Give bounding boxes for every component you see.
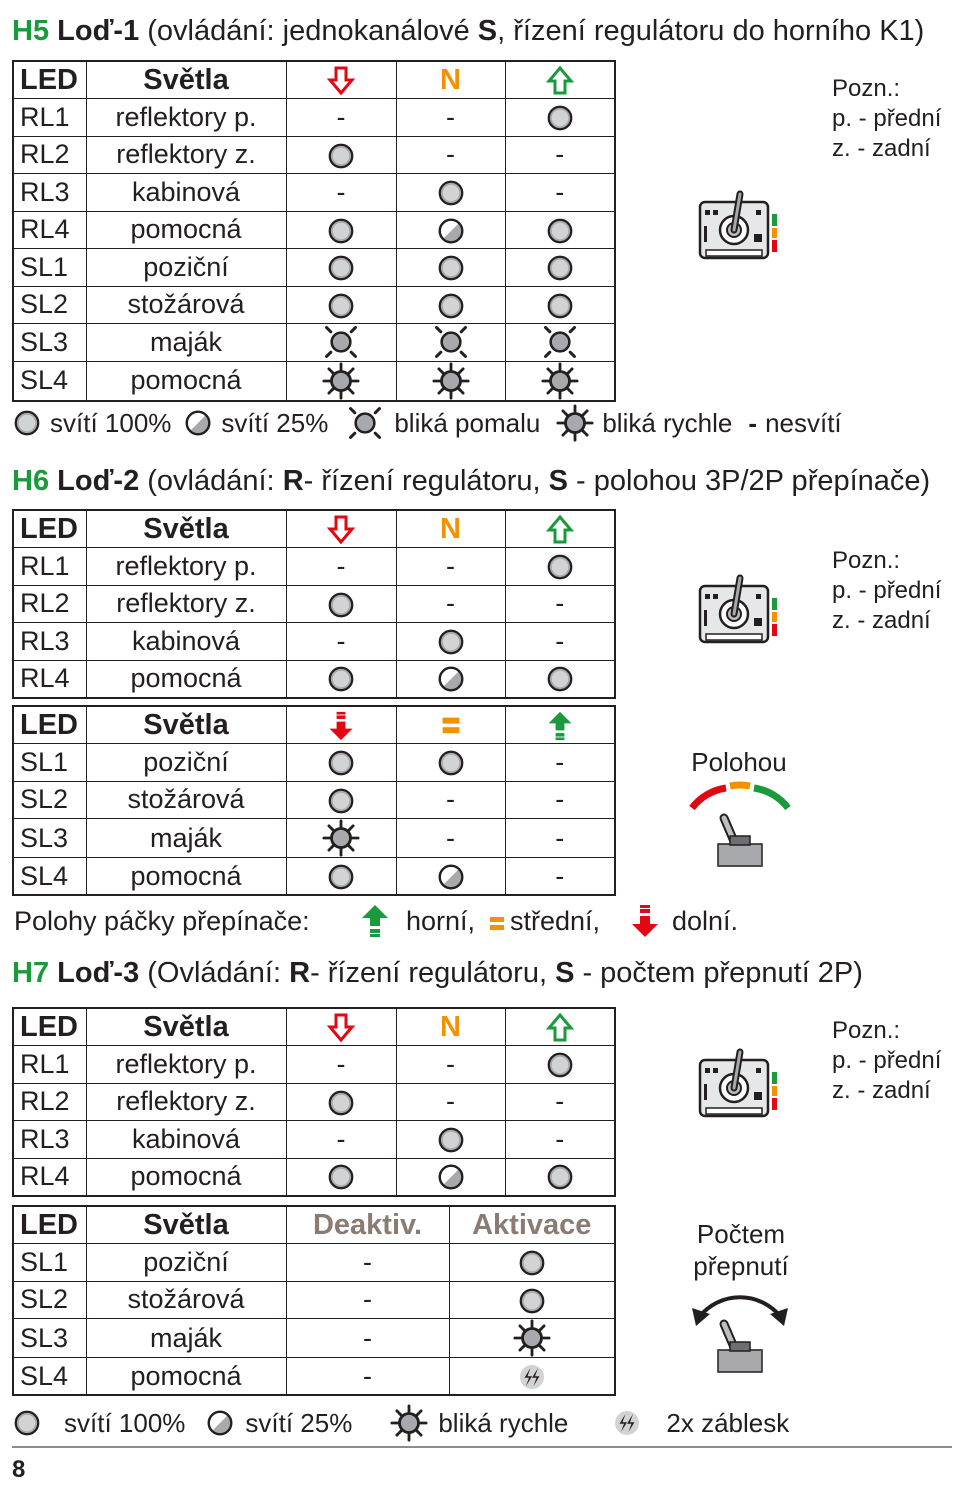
lever-mid-icon bbox=[396, 706, 505, 744]
light-name: reflektory z. bbox=[86, 1083, 286, 1121]
full-led-icon bbox=[286, 136, 396, 174]
h5-name: Loď-1 bbox=[57, 15, 140, 47]
light-name: poziční bbox=[86, 744, 286, 782]
table-row bbox=[13, 1158, 615, 1196]
header-cell: N bbox=[396, 61, 505, 99]
header-cell: N bbox=[396, 510, 505, 548]
full-led-icon bbox=[396, 174, 505, 212]
state-off: - bbox=[286, 1046, 396, 1084]
h7-caption-line1: Počtem bbox=[696, 1219, 786, 1249]
arrow-up-icon bbox=[505, 1008, 615, 1046]
fast-blink-icon bbox=[556, 404, 594, 442]
state-off: - bbox=[505, 1083, 615, 1121]
state-off: - bbox=[286, 99, 396, 137]
arrow-down-icon bbox=[286, 510, 396, 548]
h5-title-bold: S bbox=[477, 15, 498, 47]
table-row bbox=[13, 548, 615, 586]
light-name: reflektory p. bbox=[86, 99, 286, 137]
double-flash-icon bbox=[449, 1358, 615, 1396]
state-off: - bbox=[505, 623, 615, 661]
state-off: - bbox=[286, 1319, 449, 1358]
light-name: poziční bbox=[86, 1244, 286, 1282]
h6-code: H6 bbox=[12, 465, 50, 497]
full-led-icon bbox=[286, 211, 396, 249]
led-id: RL1 bbox=[13, 99, 86, 137]
full-led-icon bbox=[286, 660, 396, 698]
led-id: SL3 bbox=[13, 1319, 86, 1358]
h6-toggle-switch-icon bbox=[686, 780, 794, 877]
h6-pos-down: dolní. bbox=[672, 906, 739, 936]
light-name: poziční bbox=[86, 249, 286, 287]
table-row bbox=[13, 1281, 615, 1319]
h6-switch-caption: Polohou bbox=[691, 747, 787, 777]
h6-controller-icon bbox=[696, 572, 782, 659]
led-id: SL3 bbox=[13, 819, 86, 858]
h7-legend bbox=[12, 1404, 789, 1442]
footer-rule bbox=[12, 1446, 952, 1448]
h7-table-2 bbox=[12, 1205, 616, 1396]
double-flash-icon bbox=[612, 1408, 642, 1438]
state-off: - bbox=[505, 744, 615, 782]
h6-title-bold2: S bbox=[548, 465, 568, 497]
h6-title-rest: - polohou 3P/2P přepínače) bbox=[567, 465, 931, 497]
slow-blink-icon bbox=[286, 324, 396, 362]
led-id: RL4 bbox=[13, 1158, 86, 1196]
table-header-row bbox=[13, 510, 615, 548]
fast-blink-icon bbox=[449, 1319, 615, 1358]
led-id: SL1 bbox=[13, 249, 86, 287]
state-off: - bbox=[396, 136, 505, 174]
table-row bbox=[13, 744, 615, 782]
table-row bbox=[13, 623, 615, 661]
arrow-up-icon bbox=[505, 61, 615, 99]
h6-pos-up: horní, bbox=[406, 906, 476, 936]
h7-note bbox=[832, 1016, 941, 1106]
state-off: - bbox=[286, 548, 396, 586]
led-id: SL3 bbox=[13, 324, 86, 362]
table-row bbox=[13, 286, 615, 324]
state-off: - bbox=[286, 1281, 449, 1319]
h5-code: H5 bbox=[12, 15, 50, 47]
h7-title-bold: R bbox=[289, 957, 311, 989]
table-row bbox=[13, 324, 615, 362]
table-row bbox=[13, 660, 615, 698]
legend-dash: - bbox=[748, 407, 758, 438]
state-off: - bbox=[286, 174, 396, 212]
full-led-icon bbox=[505, 1046, 615, 1084]
table-row bbox=[13, 585, 615, 623]
led-id: RL2 bbox=[13, 585, 86, 623]
light-name: pomocná bbox=[86, 211, 286, 249]
light-name: stožárová bbox=[86, 1281, 286, 1319]
slow-blink-icon bbox=[505, 324, 615, 362]
table-row bbox=[13, 1083, 615, 1121]
light-name: kabinová bbox=[86, 174, 286, 212]
h6-name: Loď-2 bbox=[57, 465, 140, 497]
h7-title-part: (Ovládání: bbox=[139, 957, 290, 989]
note-line-front: p. - přední bbox=[832, 1047, 942, 1074]
h6-pos-mid: střední, bbox=[510, 906, 601, 936]
table-row bbox=[13, 1319, 615, 1358]
slow-blink-icon bbox=[348, 406, 382, 440]
full-led-icon bbox=[12, 408, 42, 438]
h7-toggle-switch-icon bbox=[686, 1286, 794, 1383]
led-id: RL2 bbox=[13, 136, 86, 174]
h6-table-1 bbox=[12, 509, 616, 699]
state-off: - bbox=[505, 174, 615, 212]
full-led-icon bbox=[396, 623, 505, 661]
lever-mid-icon bbox=[488, 914, 506, 939]
header-cell: LED bbox=[13, 1206, 86, 1244]
state-off: - bbox=[505, 585, 615, 623]
table-row bbox=[13, 99, 615, 137]
legend-fast: bliká rychle bbox=[438, 1407, 569, 1438]
fast-blink-icon bbox=[286, 819, 396, 858]
legend-off: nesvítí bbox=[765, 407, 842, 438]
legend-fast: bliká rychle bbox=[602, 407, 733, 438]
lever-down-icon bbox=[286, 706, 396, 744]
light-name: pomocná bbox=[86, 361, 286, 401]
lever-up-icon bbox=[505, 706, 615, 744]
h7-code: H7 bbox=[12, 957, 50, 989]
table-row bbox=[13, 174, 615, 212]
legend-full: svítí 100% bbox=[50, 407, 172, 438]
state-off: - bbox=[286, 623, 396, 661]
slow-blink-icon bbox=[396, 324, 505, 362]
state-off: - bbox=[286, 1121, 396, 1159]
full-led-icon bbox=[12, 1408, 42, 1438]
light-name: kabinová bbox=[86, 623, 286, 661]
light-name: reflektory p. bbox=[86, 548, 286, 586]
header-cell: Světla bbox=[86, 706, 286, 744]
state-off: - bbox=[505, 819, 615, 858]
full-led-icon bbox=[505, 548, 615, 586]
h7-title-rest: - počtem přepnutí 2P) bbox=[574, 957, 863, 989]
state-off: - bbox=[396, 819, 505, 858]
note-title: Pozn.: bbox=[832, 1017, 901, 1044]
header-cell: N bbox=[396, 1008, 505, 1046]
h6-positions-label: Polohy páčky přepínače: bbox=[14, 906, 310, 936]
led-id: RL1 bbox=[13, 548, 86, 586]
h7-title bbox=[12, 956, 863, 990]
arrow-down-icon bbox=[286, 1008, 396, 1046]
header-cell: LED bbox=[13, 61, 86, 99]
table-row bbox=[13, 1121, 615, 1159]
led-id: SL1 bbox=[13, 744, 86, 782]
full-led-icon bbox=[505, 1158, 615, 1196]
h5-title bbox=[12, 14, 924, 48]
light-name: stožárová bbox=[86, 781, 286, 819]
table-row bbox=[13, 1046, 615, 1084]
legend-double: 2x záblesk bbox=[666, 1407, 790, 1438]
light-name: pomocná bbox=[86, 1358, 286, 1396]
quarter-led-icon bbox=[396, 660, 505, 698]
state-off: - bbox=[396, 548, 505, 586]
state-off: - bbox=[505, 136, 615, 174]
table-header-row bbox=[13, 1008, 615, 1046]
note-line-rear: z. - zadní bbox=[832, 607, 931, 634]
full-led-icon bbox=[396, 1121, 505, 1159]
light-name: stožárová bbox=[86, 286, 286, 324]
fast-blink-icon bbox=[396, 361, 505, 401]
h6-title-bold: R bbox=[282, 465, 304, 497]
h6-title bbox=[12, 464, 930, 498]
h5-legend bbox=[12, 404, 842, 442]
note-title: Pozn.: bbox=[832, 75, 901, 102]
light-name: kabinová bbox=[86, 1121, 286, 1159]
state-off: - bbox=[396, 1083, 505, 1121]
state-off: - bbox=[505, 858, 615, 896]
light-name: pomocná bbox=[86, 660, 286, 698]
full-led-icon bbox=[286, 744, 396, 782]
full-led-icon bbox=[505, 286, 615, 324]
full-led-icon bbox=[286, 781, 396, 819]
arrow-up-icon bbox=[505, 510, 615, 548]
header-cell: Světla bbox=[86, 61, 286, 99]
quarter-led-icon bbox=[205, 1408, 235, 1438]
legend-full: svítí 100% bbox=[64, 1407, 186, 1438]
led-id: RL3 bbox=[13, 1121, 86, 1159]
table-header-row bbox=[13, 706, 615, 744]
legend-quarter: svítí 25% bbox=[221, 407, 329, 438]
h6-title-part: (ovládání: bbox=[139, 465, 283, 497]
state-off: - bbox=[286, 1244, 449, 1282]
h7-controller-icon bbox=[696, 1046, 782, 1133]
h7-switch-caption bbox=[672, 1218, 810, 1282]
table-row bbox=[13, 819, 615, 858]
led-id: SL2 bbox=[13, 781, 86, 819]
full-led-icon bbox=[449, 1281, 615, 1319]
h5-note bbox=[832, 74, 941, 164]
h7-table-1 bbox=[12, 1007, 616, 1197]
quarter-led-icon bbox=[396, 211, 505, 249]
led-id: SL1 bbox=[13, 1244, 86, 1282]
led-id: SL2 bbox=[13, 286, 86, 324]
h7-name: Loď-3 bbox=[57, 957, 140, 989]
state-off: - bbox=[286, 1358, 449, 1396]
full-led-icon bbox=[286, 249, 396, 287]
state-off: - bbox=[396, 781, 505, 819]
led-id: SL2 bbox=[13, 1281, 86, 1319]
full-led-icon bbox=[505, 249, 615, 287]
full-led-icon bbox=[286, 1158, 396, 1196]
full-led-icon bbox=[396, 249, 505, 287]
light-name: pomocná bbox=[86, 1158, 286, 1196]
note-title: Pozn.: bbox=[832, 547, 901, 574]
header-cell: Aktivace bbox=[449, 1206, 615, 1244]
fast-blink-icon bbox=[505, 361, 615, 401]
led-id: RL4 bbox=[13, 211, 86, 249]
header-cell: Světla bbox=[86, 510, 286, 548]
table-header-row bbox=[13, 1206, 615, 1244]
h5-table bbox=[12, 60, 616, 402]
full-led-icon bbox=[505, 660, 615, 698]
light-name: maják bbox=[86, 1319, 286, 1358]
state-off: - bbox=[396, 99, 505, 137]
h5-controller-icon bbox=[696, 188, 782, 275]
quarter-led-icon bbox=[183, 408, 213, 438]
note-line-front: p. - přední bbox=[832, 577, 942, 604]
lever-down-icon bbox=[630, 904, 660, 943]
fast-blink-icon bbox=[286, 361, 396, 401]
header-cell: Světla bbox=[86, 1008, 286, 1046]
header-cell: LED bbox=[13, 1008, 86, 1046]
h5-title-part: (ovládání: jednokanálové bbox=[139, 15, 478, 47]
fast-blink-icon bbox=[390, 1404, 428, 1442]
legend-quarter: svítí 25% bbox=[245, 1407, 353, 1438]
table-header-row bbox=[13, 61, 615, 99]
header-cell: Deaktiv. bbox=[286, 1206, 449, 1244]
table-row bbox=[13, 1358, 615, 1396]
state-off: - bbox=[505, 781, 615, 819]
light-name: maják bbox=[86, 324, 286, 362]
header-cell: LED bbox=[13, 706, 86, 744]
table-row bbox=[13, 1244, 615, 1282]
full-led-icon bbox=[286, 1083, 396, 1121]
legend-slow: bliká pomalu bbox=[394, 407, 541, 438]
full-led-icon bbox=[286, 286, 396, 324]
note-line-front: p. - přední bbox=[832, 105, 942, 132]
quarter-led-icon bbox=[396, 858, 505, 896]
light-name: reflektory z. bbox=[86, 136, 286, 174]
full-led-icon bbox=[449, 1244, 615, 1282]
table-row bbox=[13, 361, 615, 401]
note-line-rear: z. - zadní bbox=[832, 1077, 931, 1104]
light-name: pomocná bbox=[86, 858, 286, 896]
led-id: RL3 bbox=[13, 623, 86, 661]
full-led-icon bbox=[396, 286, 505, 324]
state-off: - bbox=[505, 1121, 615, 1159]
full-led-icon bbox=[396, 744, 505, 782]
table-row bbox=[13, 136, 615, 174]
state-off: - bbox=[396, 1046, 505, 1084]
lever-up-icon bbox=[360, 904, 390, 943]
led-id: RL3 bbox=[13, 174, 86, 212]
led-id: SL4 bbox=[13, 361, 86, 401]
header-cell: Světla bbox=[86, 1206, 286, 1244]
table-row bbox=[13, 211, 615, 249]
h7-caption-line2: přepnutí bbox=[693, 1251, 789, 1281]
table-row bbox=[13, 858, 615, 896]
full-led-icon bbox=[505, 211, 615, 249]
light-name: reflektory p. bbox=[86, 1046, 286, 1084]
page-number: 8 bbox=[12, 1456, 26, 1483]
full-led-icon bbox=[505, 99, 615, 137]
light-name: maják bbox=[86, 819, 286, 858]
led-id: SL4 bbox=[13, 1358, 86, 1396]
note-line-rear: z. - zadní bbox=[832, 135, 931, 162]
table-row bbox=[13, 781, 615, 819]
full-led-icon bbox=[286, 858, 396, 896]
h5-title-rest: , řízení regulátoru do horního K1) bbox=[497, 15, 925, 47]
h7-title-bold2: S bbox=[555, 957, 575, 989]
led-id: RL1 bbox=[13, 1046, 86, 1084]
led-id: RL4 bbox=[13, 660, 86, 698]
full-led-icon bbox=[286, 585, 396, 623]
quarter-led-icon bbox=[396, 1158, 505, 1196]
table-row bbox=[13, 249, 615, 287]
led-id: RL2 bbox=[13, 1083, 86, 1121]
state-off: - bbox=[396, 585, 505, 623]
h6-title-mid: - řízení regulátoru, bbox=[303, 465, 549, 497]
h6-note bbox=[832, 546, 941, 636]
light-name: reflektory z. bbox=[86, 585, 286, 623]
arrow-down-icon bbox=[286, 61, 396, 99]
h6-table-2 bbox=[12, 705, 616, 896]
led-id: SL4 bbox=[13, 858, 86, 896]
h7-title-mid: - řízení regulátoru, bbox=[310, 957, 556, 989]
header-cell: LED bbox=[13, 510, 86, 548]
